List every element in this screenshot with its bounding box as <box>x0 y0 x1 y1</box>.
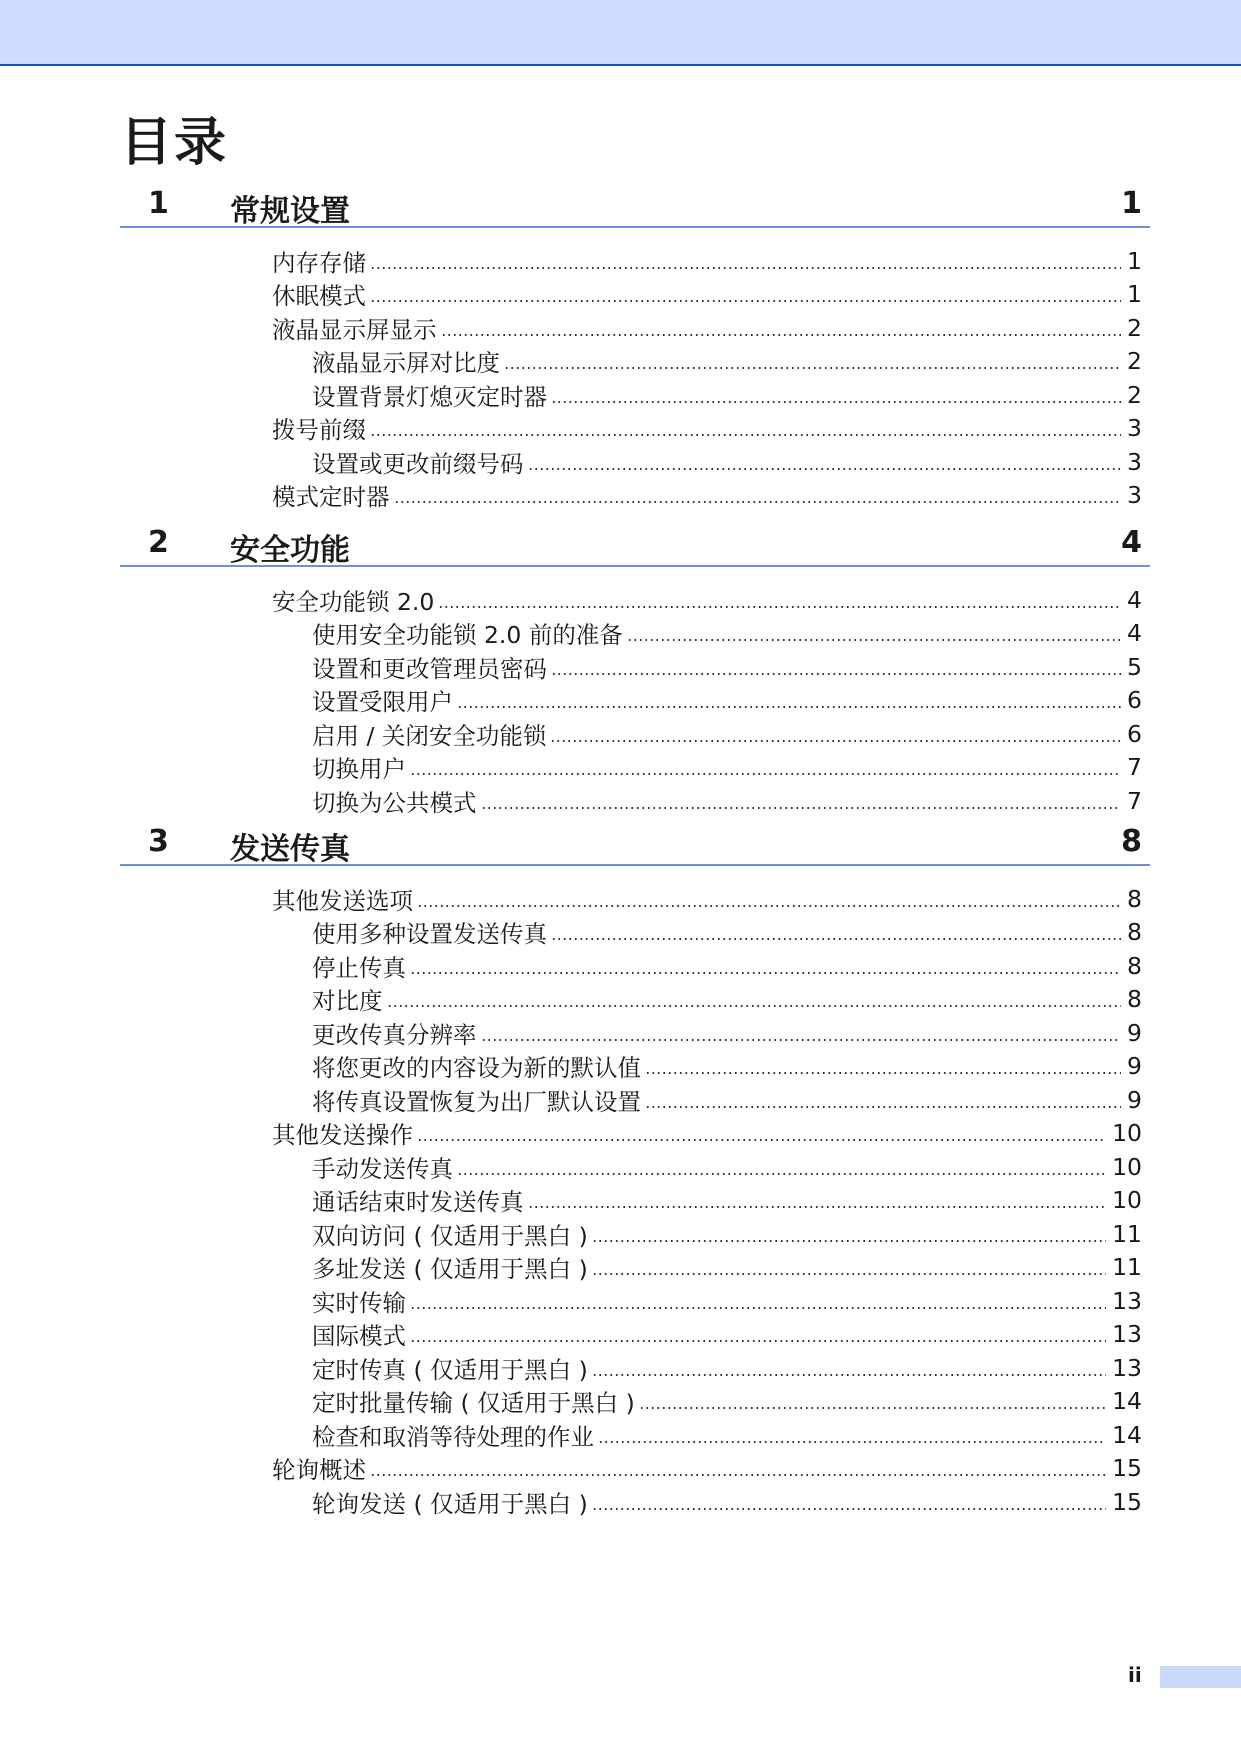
dot-leader <box>438 606 1121 608</box>
toc-entry-label: 国际模式 <box>312 1322 406 1351</box>
dot-leader <box>370 434 1121 436</box>
toc-entry-label: 通话结束时发送传真 <box>312 1188 524 1217</box>
toc-entry-label: 将您更改的内容设为新的默认值 <box>312 1054 641 1083</box>
dot-leader <box>481 1039 1122 1041</box>
toc-subentry[interactable] <box>120 378 1150 412</box>
toc-entry[interactable] <box>120 1117 1150 1151</box>
toc-entry-page-number: 4 <box>1127 619 1142 648</box>
toc-entry-page-number: 9 <box>1127 1052 1142 1081</box>
dot-leader <box>592 1240 1106 1242</box>
chapter-title: 发送传真 <box>230 832 350 867</box>
dot-leader <box>417 1139 1106 1141</box>
chapter-page-number: 1 <box>1121 186 1142 221</box>
toc-entry-label: 模式定时器 <box>272 483 390 512</box>
chapter-title: 安全功能 <box>230 533 350 568</box>
chapter-page-number: 8 <box>1121 824 1142 859</box>
page-title: 目录 <box>120 113 229 173</box>
dot-leader <box>457 706 1121 708</box>
toc-entry-label: 使用多种设置发送传真 <box>312 920 547 949</box>
toc-entry-label: 更改传真分辨率 <box>312 1020 477 1049</box>
dot-leader <box>370 300 1121 302</box>
toc-entry[interactable] <box>120 311 1150 345</box>
toc-subentry[interactable] <box>120 1150 1150 1184</box>
toc-entry-page-number: 3 <box>1127 414 1142 443</box>
dot-leader <box>592 1273 1106 1275</box>
toc-entry-page-number: 5 <box>1127 652 1142 681</box>
toc-entry-label: 使用安全功能锁 2.0 前的准备 <box>312 621 623 650</box>
toc-entry-label: 定时传真 ( 仅适用于黑白 ) <box>312 1355 588 1384</box>
page-tab-marker <box>1160 1666 1241 1688</box>
toc-entry-label: 切换用户 <box>312 755 406 784</box>
toc-entry-page-number: 7 <box>1127 753 1142 782</box>
toc-entry-label: 设置和更改管理员密码 <box>312 654 547 683</box>
toc-entry-label: 安全功能锁 2.0 <box>272 587 435 616</box>
toc-entry-page-number: 1 <box>1127 280 1142 309</box>
dot-leader <box>528 468 1122 470</box>
toc-subentry[interactable] <box>120 751 1150 785</box>
dot-leader <box>417 905 1121 907</box>
toc-entry-label: 其他发送选项 <box>272 886 413 915</box>
toc-entry-page-number: 10 <box>1112 1119 1142 1148</box>
toc-entry-label: 液晶显示屏对比度 <box>312 349 500 378</box>
toc-entry-page-number: 6 <box>1127 719 1142 748</box>
toc-entry-page-number: 2 <box>1127 380 1142 409</box>
dot-leader <box>394 501 1122 503</box>
toc-entry-page-number: 14 <box>1112 1420 1142 1449</box>
chapter-section <box>120 820 1150 1519</box>
dot-leader <box>528 1206 1107 1208</box>
toc-entry-list <box>120 882 1150 1519</box>
dot-leader <box>481 807 1122 809</box>
toc-entry-page-number: 3 <box>1127 481 1142 510</box>
toc-entry[interactable] <box>120 583 1150 617</box>
dot-leader <box>598 1441 1106 1443</box>
toc-entry-label: 对比度 <box>312 987 383 1016</box>
toc-subentry[interactable] <box>120 1083 1150 1117</box>
toc-subentry[interactable] <box>120 784 1150 818</box>
toc-subentry[interactable] <box>120 684 1150 718</box>
toc-entry[interactable] <box>120 1452 1150 1486</box>
toc-entry-page-number: 7 <box>1127 786 1142 815</box>
toc-entry-page-number: 13 <box>1112 1286 1142 1315</box>
toc-subentry[interactable] <box>120 717 1150 751</box>
chapter-number: 1 <box>148 186 169 221</box>
toc-entry-page-number: 13 <box>1112 1320 1142 1349</box>
toc-subentry[interactable] <box>120 916 1150 950</box>
toc-entry[interactable] <box>120 412 1150 446</box>
toc-entry[interactable] <box>120 882 1150 916</box>
toc-subentry[interactable] <box>120 1217 1150 1251</box>
toc-entry-label: 休眠模式 <box>272 282 366 311</box>
chapter-heading[interactable] <box>120 182 1150 228</box>
toc-entry-page-number: 9 <box>1127 1018 1142 1047</box>
toc-entry-label: 手动发送传真 <box>312 1154 453 1183</box>
toc-subentry[interactable] <box>120 1284 1150 1318</box>
toc-entry-label: 轮询发送 ( 仅适用于黑白 ) <box>312 1489 588 1518</box>
toc-entry-page-number: 15 <box>1112 1487 1142 1516</box>
chapter-title: 常规设置 <box>230 194 350 229</box>
toc-entry-label: 双向访问 ( 仅适用于黑白 ) <box>312 1221 588 1250</box>
toc-entry-page-number: 2 <box>1127 313 1142 342</box>
toc-entry-list <box>120 244 1150 512</box>
toc-subentry[interactable] <box>120 1351 1150 1385</box>
toc-subentry[interactable] <box>120 1385 1150 1419</box>
toc-entry-label: 其他发送操作 <box>272 1121 413 1150</box>
chapter-section <box>120 521 1150 818</box>
toc-subentry[interactable] <box>120 1318 1150 1352</box>
toc-entry[interactable] <box>120 479 1150 513</box>
dot-leader <box>645 1106 1121 1108</box>
toc-subentry[interactable] <box>120 949 1150 983</box>
toc-entry-page-number: 8 <box>1127 884 1142 913</box>
toc-entry-page-number: 14 <box>1112 1387 1142 1416</box>
page-number: ii <box>1128 1663 1142 1687</box>
toc-entry-label: 轮询概述 <box>272 1456 366 1485</box>
toc-entry-label: 检查和取消等待处理的作业 <box>312 1422 594 1451</box>
toc-entry-label: 定时批量传输 ( 仅适用于黑白 ) <box>312 1389 635 1418</box>
dot-leader <box>410 972 1121 974</box>
toc-entry-label: 设置背景灯熄灭定时器 <box>312 382 547 411</box>
dot-leader <box>639 1407 1106 1409</box>
dot-leader <box>592 1508 1106 1510</box>
dot-leader <box>370 267 1121 269</box>
toc-entry-page-number: 11 <box>1112 1253 1142 1282</box>
toc-subentry[interactable] <box>120 1251 1150 1285</box>
dot-leader <box>645 1072 1121 1074</box>
dot-leader <box>441 334 1122 336</box>
toc-subentry[interactable] <box>120 1016 1150 1050</box>
toc-entry-label: 启用 / 关闭安全功能锁 <box>312 721 547 750</box>
toc-entry-page-number: 4 <box>1127 585 1142 614</box>
toc-entry-label: 多址发送 ( 仅适用于黑白 ) <box>312 1255 588 1284</box>
toc-subentry[interactable] <box>120 1050 1150 1084</box>
chapter-number: 3 <box>148 824 169 859</box>
toc-entry-label: 停止传真 <box>312 953 406 982</box>
dot-leader <box>370 1474 1106 1476</box>
toc-entry-label: 设置受限用户 <box>312 688 453 717</box>
toc-entry-page-number: 11 <box>1112 1219 1142 1248</box>
toc-entry-label: 液晶显示屏显示 <box>272 315 437 344</box>
toc-entry-label: 设置或更改前缀号码 <box>312 449 524 478</box>
dot-leader <box>457 1173 1106 1175</box>
toc-entry-page-number: 13 <box>1112 1353 1142 1382</box>
dot-leader <box>550 740 1121 742</box>
chapter-heading[interactable] <box>120 521 1150 567</box>
toc-entry-list <box>120 583 1150 818</box>
dot-leader <box>551 673 1121 675</box>
toc-entry-page-number: 8 <box>1127 918 1142 947</box>
toc-entry-page-number: 8 <box>1127 985 1142 1014</box>
toc-entry-label: 切换为公共模式 <box>312 788 477 817</box>
toc-subentry[interactable] <box>120 650 1150 684</box>
toc-entry-label: 拨号前缀 <box>272 416 366 445</box>
toc-subentry[interactable] <box>120 617 1150 651</box>
chapter-page-number: 4 <box>1121 525 1142 560</box>
toc-subentry[interactable] <box>120 1418 1150 1452</box>
toc-entry-label: 实时传输 <box>312 1288 406 1317</box>
dot-leader <box>410 1307 1106 1309</box>
toc-entry-label: 内存存储 <box>272 248 366 277</box>
dot-leader <box>410 1340 1106 1342</box>
toc-subentry[interactable] <box>120 1184 1150 1218</box>
dot-leader <box>387 1005 1122 1007</box>
toc-entry[interactable] <box>120 244 1150 278</box>
toc-entry-page-number: 2 <box>1127 347 1142 376</box>
toc-entry-label: 将传真设置恢复为出厂默认设置 <box>312 1087 641 1116</box>
toc-entry-page-number: 9 <box>1127 1085 1142 1114</box>
toc-entry-page-number: 15 <box>1112 1454 1142 1483</box>
dot-leader <box>627 639 1121 641</box>
toc-entry-page-number: 6 <box>1127 686 1142 715</box>
toc-subentry[interactable] <box>120 1485 1150 1519</box>
toc-entry[interactable] <box>120 278 1150 312</box>
dot-leader <box>551 401 1121 403</box>
dot-leader <box>410 773 1121 775</box>
toc-entry-page-number: 8 <box>1127 951 1142 980</box>
chapter-section <box>120 182 1150 512</box>
chapter-number: 2 <box>148 525 169 560</box>
toc-entry-page-number: 1 <box>1127 246 1142 275</box>
toc-subentry[interactable] <box>120 445 1150 479</box>
toc-subentry[interactable] <box>120 345 1150 379</box>
chapter-heading[interactable] <box>120 820 1150 866</box>
toc-entry-page-number: 10 <box>1112 1152 1142 1181</box>
toc-subentry[interactable] <box>120 983 1150 1017</box>
dot-leader <box>551 938 1121 940</box>
dot-leader <box>592 1374 1106 1376</box>
toc-entry-page-number: 3 <box>1127 447 1142 476</box>
header-band <box>0 0 1241 66</box>
dot-leader <box>504 367 1121 369</box>
toc-entry-page-number: 10 <box>1112 1186 1142 1215</box>
